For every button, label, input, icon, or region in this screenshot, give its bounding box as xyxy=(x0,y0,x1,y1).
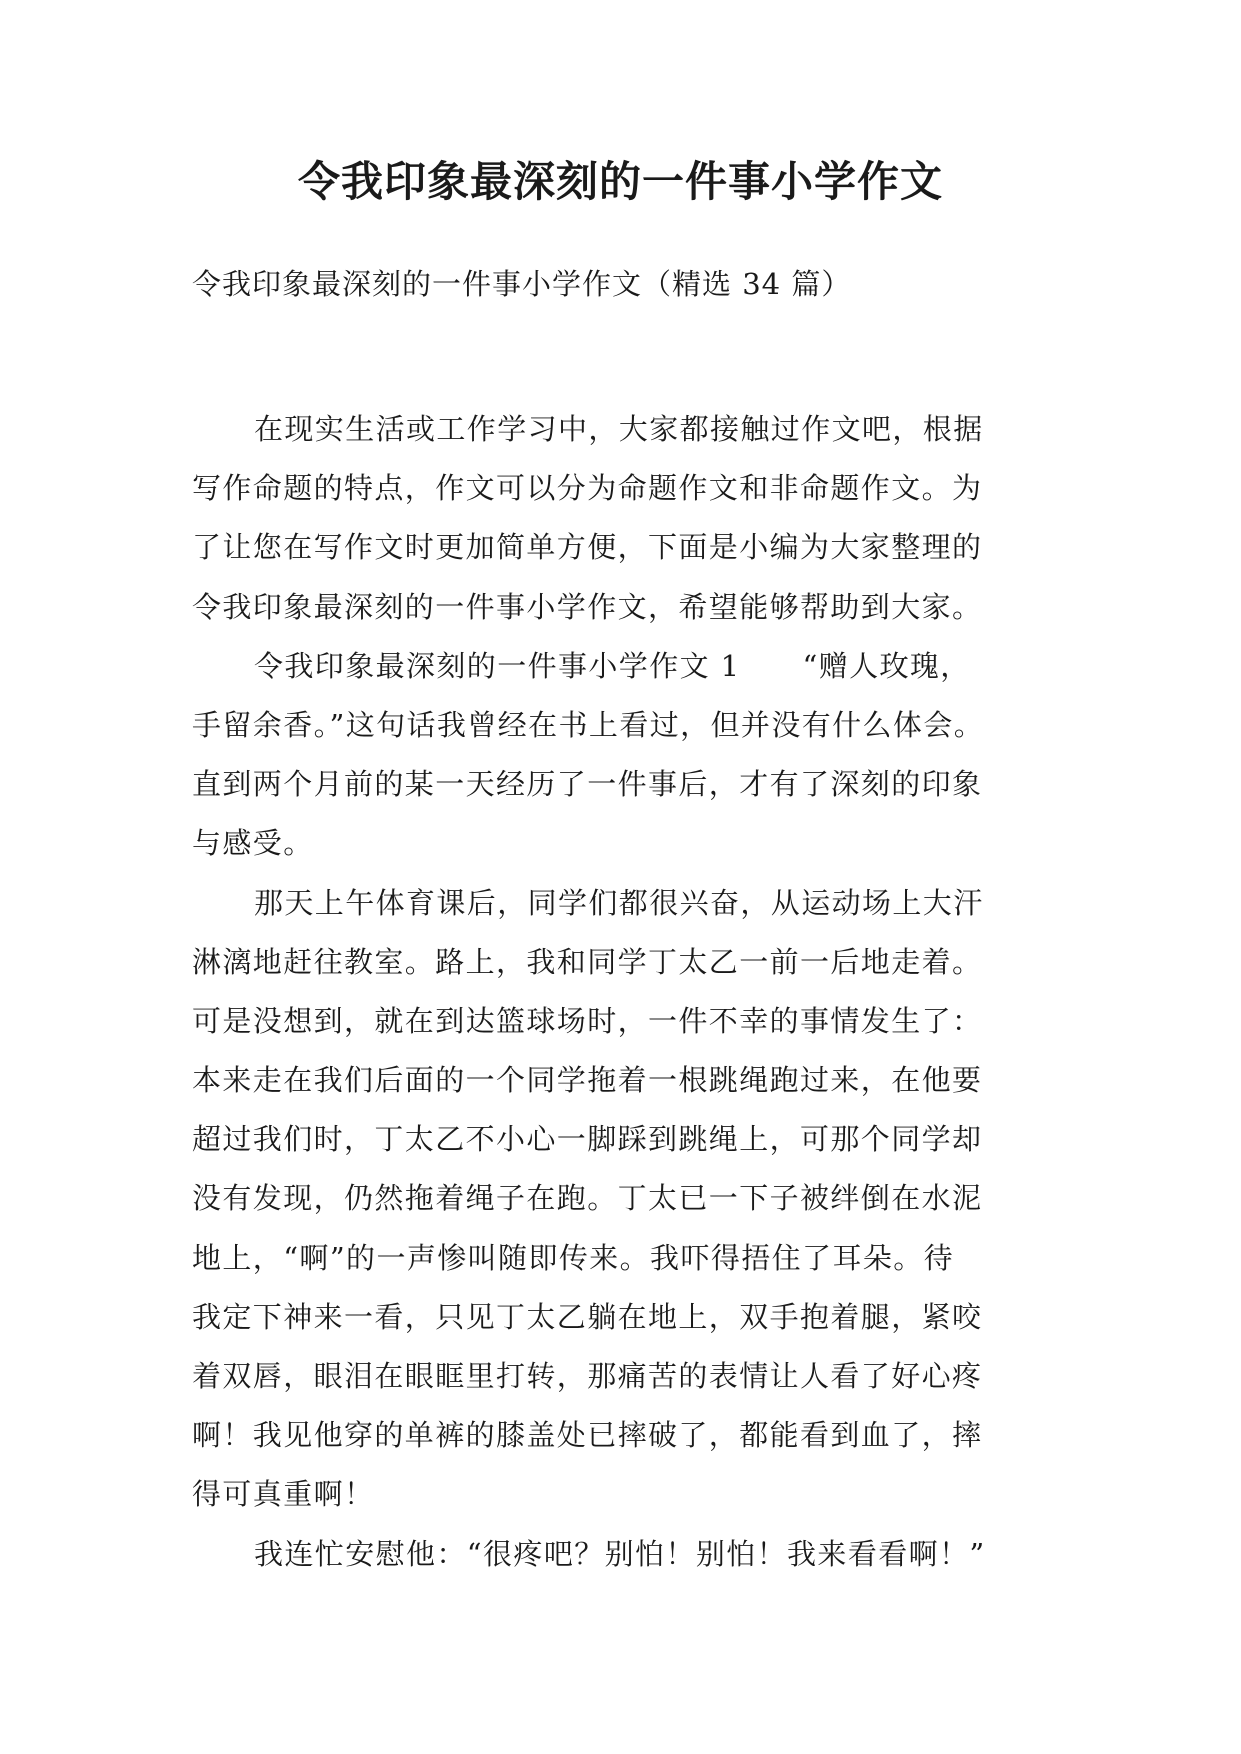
essay-body xyxy=(192,400,1064,1584)
text-line: 着双唇，眼泪在眼眶里打转，那痛苦的表情让人看了好心疼 xyxy=(192,1359,983,1393)
text-line: 令我印象最深刻的一件事小学作文，希望能够帮助到大家。 xyxy=(192,589,983,624)
text-line: 写作命题的特点，作文可以分为命题作文和非命题作文。为 xyxy=(192,471,983,506)
text-line xyxy=(192,637,1064,696)
document-subtitle: 令我印象最深刻的一件事小学作文（精选 34 篇） xyxy=(192,267,852,301)
text-line: 地上，“啊”的一声惨叫随即传来。我吓得捂住了耳朵。待 xyxy=(192,1240,955,1275)
text-line: 直到两个月前的某一天经历了一件事后，才有了深刻的印象 xyxy=(192,767,983,802)
text-line: 没有发现，仍然拖着绳子在跑。丁太已一下子被绊倒在水泥 xyxy=(192,1181,983,1216)
text-line: 手留余香。”这句话我曾经在书上看过，但并没有什么体会。 xyxy=(192,707,985,742)
text-line: 淋漓地赶往教室。路上，我和同学丁太乙一前一后地走着。 xyxy=(192,944,983,979)
text-line: 啊！我见他穿的单裤的膝盖处已摔破了，都能看到血了，摔 xyxy=(192,1418,983,1453)
text-line: 超过我们时，丁太乙不小心一脚踩到跳绳上，可那个同学却 xyxy=(192,1122,983,1157)
text-line: 可是没想到，就在到达篮球场时，一件不幸的事情发生了： xyxy=(192,1003,983,1038)
text-fragment: “赠人玫瑰， xyxy=(802,648,971,683)
essay-heading: 令我印象最深刻的一件事小学作文 1 xyxy=(254,648,741,683)
text-line: 得可真重啊！ xyxy=(192,1477,375,1512)
text-line: 了让您在写作文时更加简单方便，下面是小编为大家整理的 xyxy=(192,530,983,565)
text-line: 与感受。 xyxy=(192,826,314,861)
text-line: 在现实生活或工作学习中，大家都接触过作文吧，根据 xyxy=(254,412,984,446)
document-title: 令我印象最深刻的一件事小学作文 xyxy=(297,157,943,206)
text-line: 那天上午体育课后，同学们都很兴奋，从运动场上大汗 xyxy=(254,885,984,920)
text-line: 我连忙安慰他：“很疼吧？别怕！别怕！我来看看啊！” xyxy=(254,1536,986,1571)
text-line: 我定下神来一看，只见丁太乙躺在地上，双手抱着腿，紧咬 xyxy=(192,1299,983,1334)
text-line: 本来走在我们后面的一个同学拖着一根跳绳跑过来，在他要 xyxy=(192,1063,983,1098)
